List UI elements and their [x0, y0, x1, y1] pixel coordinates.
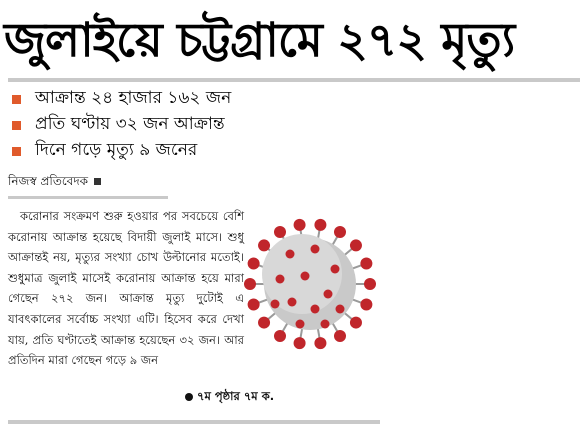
- highlight-text: দিনে গড়ে মৃত্যু ৯ জনের: [35, 140, 198, 160]
- continued-text: ৭ম পৃষ্ঠার ৭ম ক.: [197, 388, 275, 403]
- byline: [8, 170, 101, 192]
- highlight-item: [8, 112, 368, 138]
- bullet-square-icon: [12, 95, 21, 104]
- highlight-item: [8, 86, 368, 112]
- byline-square-icon: [94, 178, 101, 185]
- highlight-item: [8, 138, 368, 164]
- byline-divider: [8, 196, 168, 199]
- bottom-divider: [8, 420, 380, 424]
- headline: জুলাইয়ে চট্টগ্রামে ২৭২ মৃত্যু: [4, 13, 515, 68]
- highlight-list: [8, 86, 368, 164]
- highlight-text: আক্রান্ত ২৪ হাজার ১৬২ জন: [35, 88, 232, 108]
- byline-text: নিজস্ব প্রতিবেদক: [8, 174, 89, 188]
- continued-note: [185, 388, 274, 406]
- coronavirus-icon: [240, 214, 380, 354]
- bullet-square-icon: [12, 147, 21, 156]
- bullet-dot-icon: [185, 393, 193, 401]
- top-divider: [8, 78, 580, 82]
- highlight-text: প্রতি ঘণ্টায় ৩২ জন আক্রান্ত: [35, 114, 225, 134]
- article-body: করোনার সংক্রমণ শুরু হওয়ার পর সবচেয়ে বেশি করোনায় আক্রান্ত হয়েছে বিদায়ী জুলাই মাসে। শুধু আক্রান্তই নয়, মৃত্যুর সংখ্যা চোখ উল্টানোর মতোই। শুধুমাত্র জুলাই মাসেই করোনায় আক্রান্ত হয়ে মারা গেছেন ২৭২ জন। আক্রান্ত মৃত্যু দুটোই এ যাবৎকালের সর্বোচ্চ সংখ্যা এটি। হিসেব করে দেখা যায়, প্রতি ঘণ্টাতেই আক্রান্ত হয়েছেন ৩২ জন। আর প্রতিদিন মারা গেছেন গড়ে ৯ জন: [8, 209, 244, 368]
- bullet-square-icon: [12, 121, 21, 130]
